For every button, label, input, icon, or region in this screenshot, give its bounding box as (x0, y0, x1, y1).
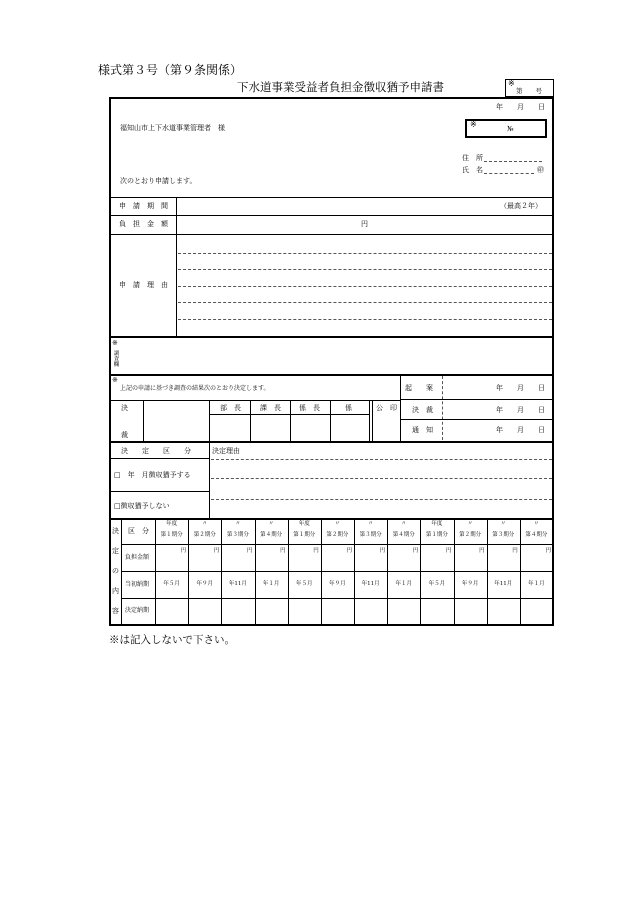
period-header: 第４期分 (525, 532, 548, 538)
year-header: 年度 (166, 521, 178, 527)
kian-label: 起 案 (405, 384, 433, 392)
year-header: 〃 (467, 521, 473, 527)
due-month: 年11月 (494, 581, 513, 587)
period-header: 第４期分 (260, 532, 283, 538)
amount-label: 負 担 金 額 (119, 220, 168, 228)
year-header: 〃 (367, 521, 374, 527)
period-header: 第２期分 (459, 532, 482, 538)
year-header: 〃 (201, 521, 208, 527)
side-char-5: 容 (112, 607, 119, 615)
due-month: 年９月 (461, 581, 479, 587)
decision-statement: 上記の申請に基づき調査の結果次のとおり決定します。 (120, 385, 270, 392)
amount-unit: 円 (512, 548, 518, 554)
category-label: 区 分 (128, 527, 149, 535)
role-kacho: 課 長 (260, 404, 281, 412)
footnote: ※は記入しないで下さい。 (109, 634, 235, 646)
due-month: 年９月 (196, 581, 213, 587)
kessai-side-date: 年 月 日 (496, 406, 545, 414)
amount-unit: 円 (213, 548, 220, 554)
year-header: 〃 (500, 521, 506, 527)
side-char-4: 内 (112, 587, 119, 595)
amount-unit: 円 (246, 548, 253, 554)
kian-date: 年 月 日 (496, 384, 545, 392)
receipt-no: № (507, 125, 514, 133)
amount-unit: 円 (361, 220, 368, 228)
due-month: 年１月 (395, 581, 412, 587)
amount-unit: 円 (545, 548, 551, 554)
amount-unit: 円 (445, 548, 452, 554)
amount-unit: 円 (479, 548, 485, 554)
name-label: 氏 名 (462, 166, 483, 174)
option-defer[interactable]: □ 年 月徴収猶予する (114, 471, 191, 479)
row-amount-label: 負担金額 (125, 554, 150, 561)
decision-mark: ※ (112, 376, 118, 384)
due-month: 年５月 (428, 581, 446, 587)
period-header: 第１期分 (160, 532, 183, 538)
year-header: 年度 (431, 521, 443, 527)
seal-label: 公 印 (376, 404, 397, 412)
year-header: 〃 (235, 521, 241, 527)
due-month: 年５月 (295, 581, 313, 587)
amount-unit: 円 (280, 548, 286, 554)
year-header: 〃 (533, 521, 540, 527)
amount-unit: 円 (180, 548, 187, 554)
due-month: 年９月 (329, 581, 346, 587)
side-char-2: 定 (112, 547, 119, 555)
tsuchi-label: 通 知 (412, 426, 433, 434)
address-label: 住 所 (462, 154, 483, 162)
year-header: 〃 (268, 521, 274, 527)
tsuchi-date: 年 月 日 (496, 426, 545, 434)
row-due-label: 当初納期 (125, 581, 150, 588)
side-char-3: の (112, 567, 119, 575)
decision-type-label: 決 定 区 分 (121, 447, 191, 455)
application-date: 年 月 日 (496, 103, 545, 111)
amount-unit: 円 (379, 548, 386, 554)
kessai-side-label: 決 裁 (412, 406, 433, 414)
name-line[interactable] (484, 173, 534, 174)
seal-mark: ㊞ (537, 166, 544, 174)
year-header: 〃 (400, 521, 407, 527)
year-header: 年度 (298, 521, 310, 527)
period-header: 第２期分 (193, 532, 216, 538)
role-bucho: 部 長 (220, 404, 241, 412)
form-title: 下水道事業受益者負担金徴収猶予申請書 (237, 80, 444, 94)
kessai-char-2: 裁 (121, 431, 128, 439)
due-month: 年11月 (361, 581, 380, 587)
role-kakaricho: 係 長 (299, 404, 320, 412)
period-header: 第１期分 (425, 532, 448, 538)
intro-text: 次のとおり申請します。 (120, 177, 197, 185)
role-kakari: 係 (345, 404, 352, 412)
due-month: 年５月 (163, 581, 180, 587)
due-month: 年11月 (228, 581, 247, 587)
year-header: 〃 (334, 521, 341, 527)
due-month: 年１月 (262, 581, 280, 587)
row-decided-label: 決定納期 (125, 607, 150, 614)
side-char-1: 決 (112, 527, 119, 535)
address-line[interactable] (484, 161, 542, 162)
due-month: 年１月 (528, 581, 545, 587)
survey-mark: ※ (112, 339, 118, 347)
kessai-char-1: 決 (121, 404, 128, 412)
survey-label: 調査欄 (112, 350, 119, 367)
form-number-label: 様式第３号（第９条関係） (98, 63, 243, 77)
receipt-mark: ※ (470, 120, 477, 129)
period-header: 第３期分 (359, 532, 382, 538)
option-no-defer[interactable]: □徴収猶予しない (114, 502, 170, 510)
period-header: 第４期分 (392, 532, 415, 538)
receipt-box (465, 119, 547, 138)
period-label: 申 請 期 間 (119, 202, 168, 210)
amount-unit: 円 (313, 548, 319, 554)
decision-reason-label: 決定理由 (212, 447, 240, 455)
period-header: 第１期分 (293, 532, 316, 538)
period-header: 第２期分 (326, 532, 349, 538)
addressee: 福知山市上下水道事業管理者 様 (120, 124, 225, 132)
period-header: 第３期分 (226, 532, 249, 538)
number-box-mark: ※ (508, 79, 515, 88)
amount-unit: 円 (346, 548, 352, 554)
period-header: 第３期分 (492, 532, 515, 538)
number-box-text: 第 号 (516, 87, 542, 95)
amount-unit: 円 (412, 548, 419, 554)
period-note: （最高２年） (500, 202, 542, 210)
reason-label: 申 請 理 由 (119, 281, 168, 289)
